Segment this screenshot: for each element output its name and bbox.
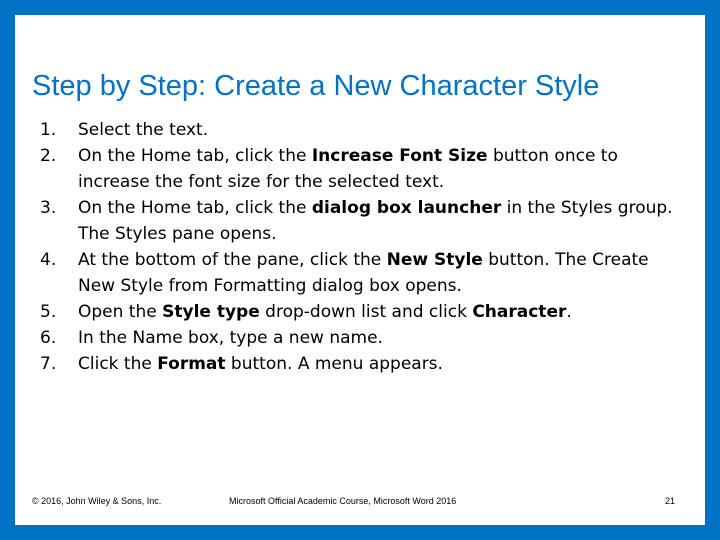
- step-text: button. The Create New Style from Formatting dialog box opens.: [78, 250, 649, 296]
- step-text: in the Styles group. The Styles pane opens.: [78, 198, 673, 244]
- step-item: [40, 351, 690, 377]
- step-item: [40, 143, 690, 195]
- step-number: 1.: [40, 120, 57, 140]
- step-item: [40, 195, 690, 247]
- step-item: [40, 325, 690, 351]
- footer-course: Microsoft Official Academic Course, Microsoft Word 2016: [229, 496, 457, 506]
- step-text: On the Home tab, click the: [78, 198, 312, 218]
- footer-copyright: © 2016, John Wiley & Sons, Inc.: [32, 496, 162, 506]
- step-bold-term: Character: [472, 302, 567, 322]
- step-bold-term: dialog box launcher: [311, 198, 502, 218]
- step-text: drop-down list and click: [259, 302, 473, 322]
- step-text: Click the: [78, 354, 158, 374]
- step-item: [40, 117, 690, 143]
- step-number: 4.: [40, 250, 57, 270]
- step-text: .: [566, 302, 572, 322]
- step-text: In the Name box, type a new name.: [78, 328, 383, 348]
- slide-content: [15, 15, 705, 525]
- step-list: [40, 117, 690, 377]
- step-text: Select the text.: [78, 120, 209, 140]
- step-number: 7.: [40, 354, 57, 374]
- step-number: 3.: [40, 198, 57, 218]
- step-bold-term: Increase Font Size: [311, 146, 488, 166]
- step-item: [40, 299, 690, 325]
- step-text: At the bottom of the pane, click the: [78, 250, 387, 270]
- step-number: 6.: [40, 328, 57, 348]
- step-item: [40, 247, 690, 299]
- step-bold-term: Style type: [162, 302, 260, 322]
- step-number: 2.: [40, 146, 57, 166]
- step-text: button. A menu appears.: [225, 354, 443, 374]
- step-text: Open the: [78, 302, 163, 322]
- step-bold-term: New Style: [386, 250, 483, 270]
- footer-page-number: 21: [664, 496, 675, 506]
- step-bold-term: Format: [157, 354, 226, 374]
- step-number: 5.: [40, 302, 57, 322]
- step-text: On the Home tab, click the: [78, 146, 312, 166]
- step-text: button once to increase the font size for the selected text.: [78, 146, 618, 192]
- slide-title: Step by Step: Create a New Character Style: [32, 70, 600, 102]
